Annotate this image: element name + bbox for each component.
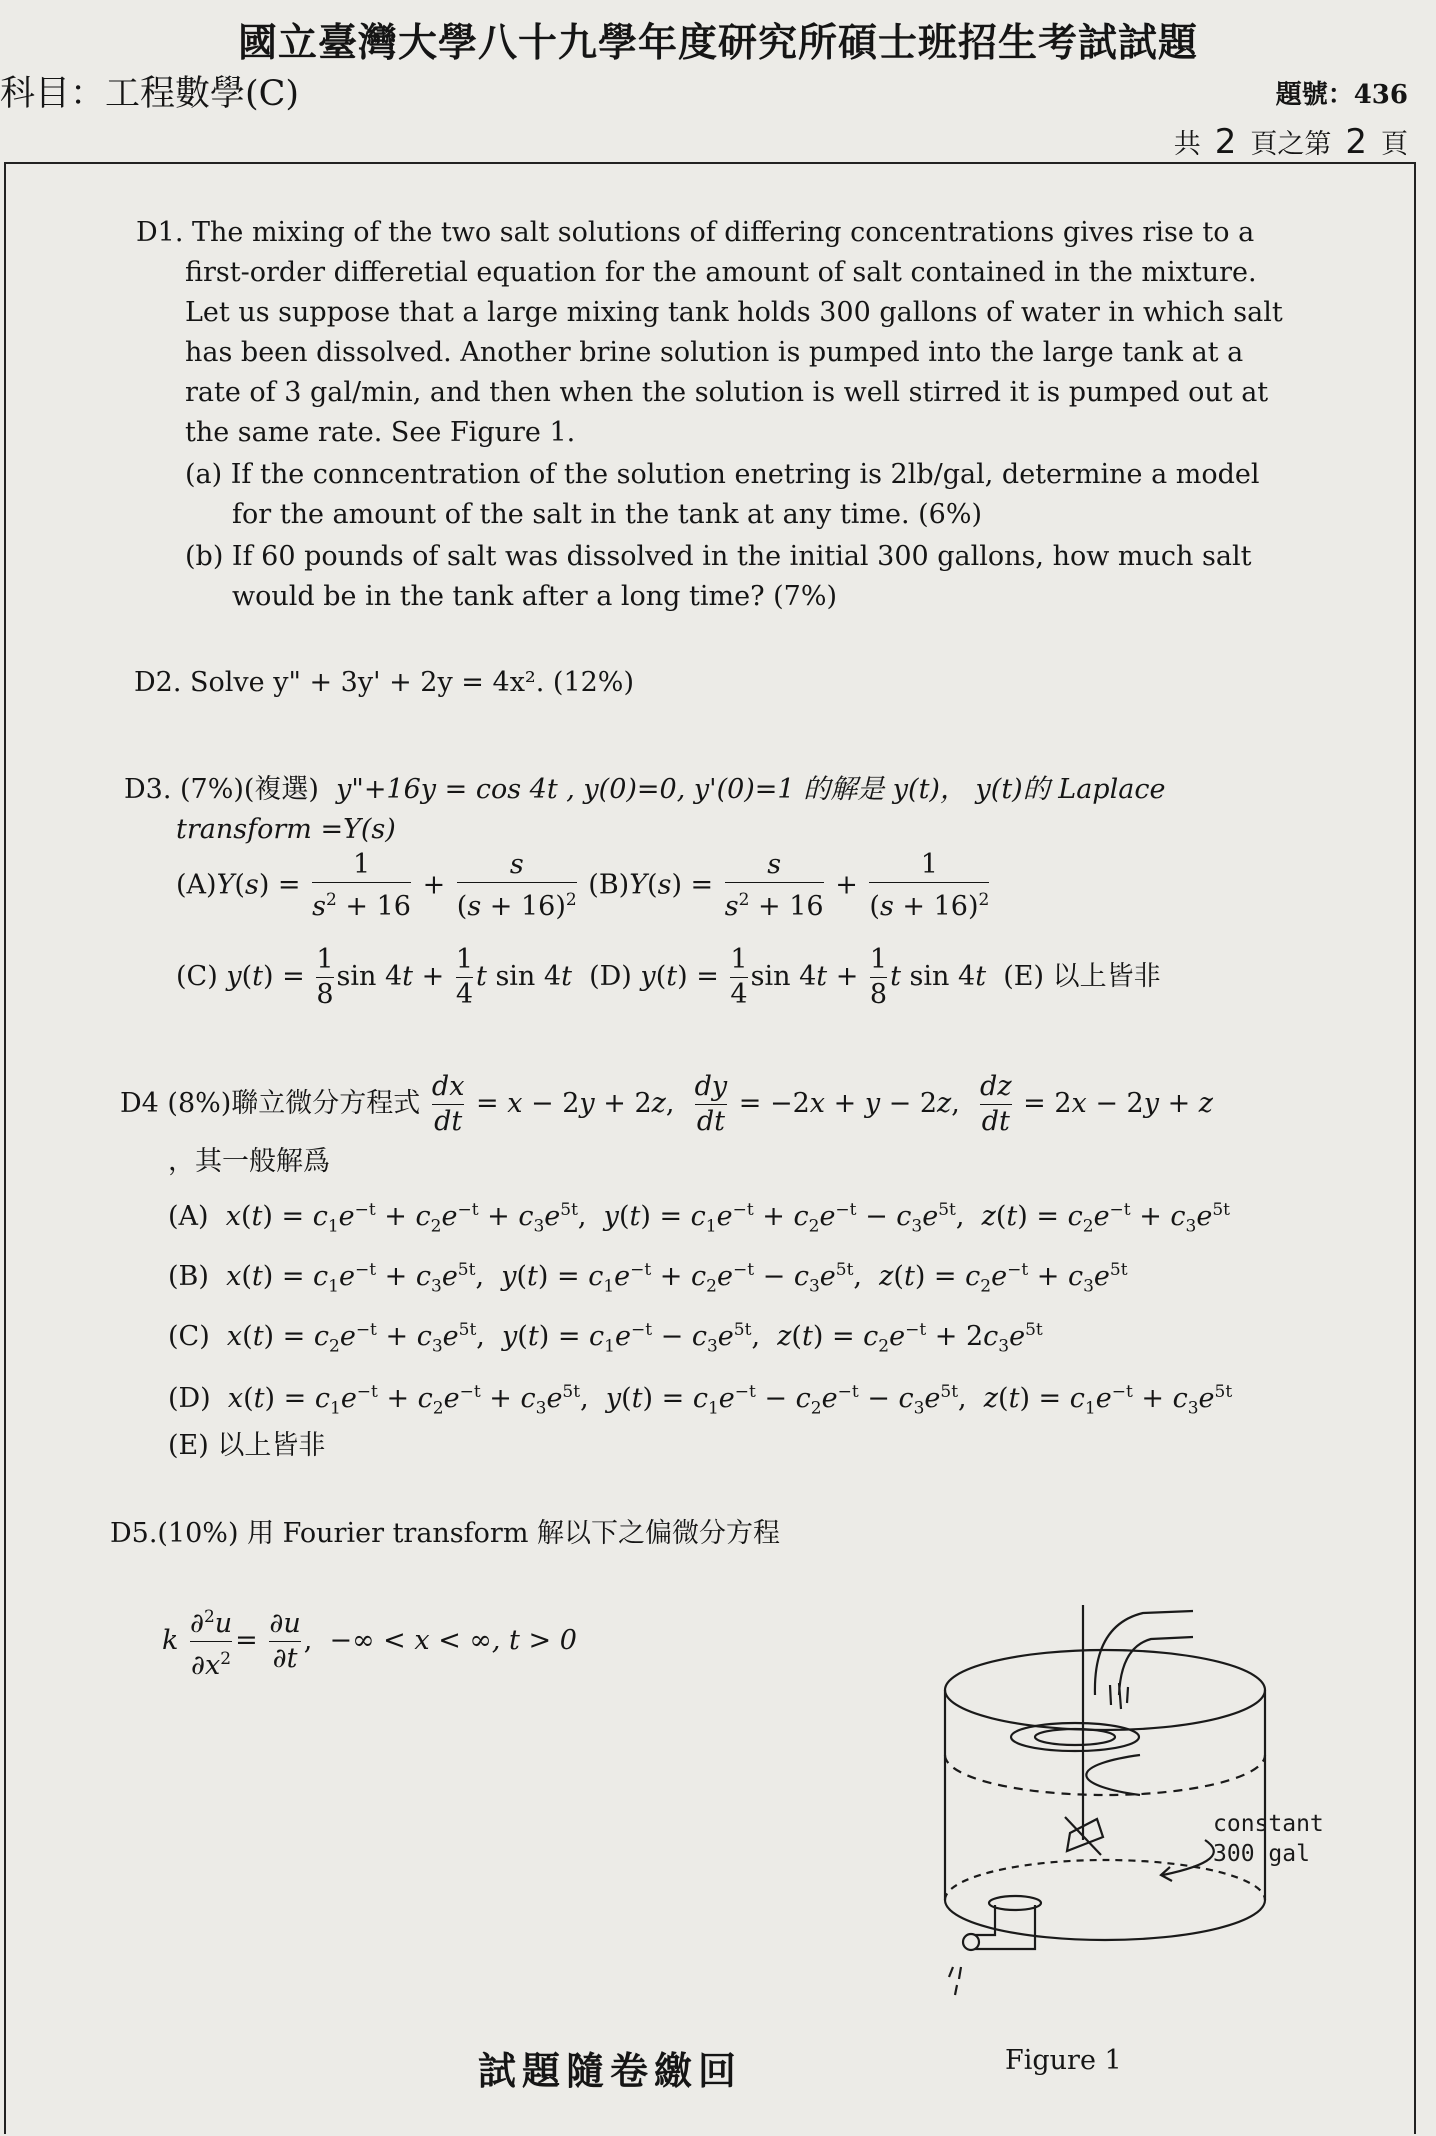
d4-option-b: (B) $x(t) = c_1e^{-t} + c_3e^{5t}$, $y(t) = c_1e^{-t} + c_2e^{-t} - c_3e^{5t}$, $z(t) = c_2e^{-t} + c_3e^{5t}$ [168, 1260, 1128, 1297]
d1-part-b-1: (b) If 60 pounds of salt was dissolved in the initial 300 gallons, how much salt [185, 541, 1252, 572]
question-number: 題號：436 [1275, 80, 1408, 110]
mixing-tank-figure [935, 1605, 1355, 2035]
d5-equation: k $\frac{\partial^2u}{\partial x^2}$ = $\frac{\partial u}{\partial t}$ , −∞ < x < ∞, t > 0 [162, 1607, 577, 1681]
d4-option-a: (A) $x(t) = c_1e^{-t} + c_2e^{-t} + c_3e^{5t}$, $y(t) = c_1e^{-t} + c_2e^{-t} - c_3e^{5t}$, $z(t) = c_2e^{-t} + c_3e^{5t}$ [168, 1200, 1231, 1237]
page-total-prefix: 共 [1173, 129, 1201, 160]
d1-line-6: the same rate. See Figure 1. [185, 417, 576, 448]
d3-line-1 [124, 770, 1165, 810]
d3-problem: y"+16y = cos 4t , y(0)=0, y'(0)=1 的解是 y(t)， y(t)的 Laplace [336, 774, 1166, 805]
d1-line-3: Let us suppose that a large mixing tank holds 300 gallons of water in which salt [185, 297, 1283, 328]
figure-annotation-line-1: constant [1213, 1811, 1324, 1837]
d2-text: D2. Solve y" + 3y' + 2y = 4x². (12%) [134, 667, 634, 698]
page-total: 2 [1214, 122, 1237, 162]
d3-line-2: transform =Y(s) [176, 814, 396, 845]
d5-label: D5.(10%) 用 Fourier transform 解以下之偏微分方程 [110, 1518, 781, 1549]
page-suffix: 頁 [1381, 129, 1408, 160]
d1-line-1: D1. The mixing of the two salt solutions of differing concentrations gives rise to a [136, 217, 1255, 248]
d4-option-c: (C) $x(t) = c_2e^{-t} + c_3e^{5t}$, $y(t) = c_1e^{-t} - c_3e^{5t}$, $z(t) = c_2e^{-t} + 2c_3e^{5t}$ [168, 1320, 1043, 1357]
d4-option-d: (D) $x(t) = c_1e^{-t} + c_2e^{-t} + c_3e^{5t}$, $y(t) = c_1e^{-t} - c_2e^{-t} - c_3e^{5t}$, $z(t) = c_1e^{-t} + c_3e^{5t}$ [168, 1382, 1233, 1419]
page-current: 2 [1345, 122, 1367, 162]
d3-options-cde: (C) y(t) = $\frac{1}{8}$ sin 4t + $\frac{1}{4}$ t sin 4t (D) y(t) = $\frac{1}{4}$ sin 4t + $\frac{1}{8}$ t sin 4t (E) 以上皆非 [176, 944, 1161, 1010]
d3-option-e: (E) 以上皆非 [1003, 961, 1161, 992]
d3-options-ab: (A)Y(s) = $\frac{1}{s^2 + 16}$ + $\frac{s}{(s + 16)^2}$ (B)Y(s) = $\frac{s}{s^2 + 16}$ + $\frac{1}{(s + 16)^2}$ [176, 849, 990, 922]
page-info [1174, 122, 1408, 162]
d5-domain: −∞ < x < ∞, t > 0 [329, 1625, 577, 1656]
footer-note: 試題隨卷繳回 [478, 2048, 743, 2093]
figure-annotation-line-2: 300 gal [1213, 1841, 1310, 1867]
d4-option-e: (E) 以上皆非 [168, 1430, 326, 1461]
d3-label: D3. (7%)(複選) [124, 774, 319, 805]
d1-part-b-2: would be in the tank after a long time? (7%) [232, 581, 838, 612]
figure-caption: Figure 1 [1005, 2045, 1122, 2076]
d4-label: D4 (8%)聯立微分方程式 [120, 1088, 421, 1119]
d4-line-2: ，其一般解爲 [168, 1146, 330, 1177]
page-middle: 頁之第 [1250, 129, 1332, 160]
d1-line-4: has been dissolved. Another brine solution is pumped into the large tank at a [185, 337, 1244, 368]
exam-title: 國立臺灣大學八十九學年度研究所碩士班招生考試試題 [237, 20, 1198, 66]
exam-subject: 科目：工程數學(C) [0, 74, 300, 114]
d1-line-5: rate of 3 gal/min, and then when the solution is well stirred it is pumped out at [185, 377, 1269, 408]
d4-line-1: D4 (8%)聯立微分方程式 $\frac{dx}{dt}$ = x − 2y + 2z, $\frac{dy}{dt}$ = −2x + y − 2z, $\frac{dz}{dt}$ = 2x − 2y + z [120, 1071, 1214, 1137]
d1-part-a-1: (a) If the conncentration of the solution enetring is 2lb/gal, determine a model [185, 459, 1260, 490]
d1-part-a-2: for the amount of the salt in the tank at any time. (6%) [232, 499, 983, 530]
d1-line-2: first-order differetial equation for the amount of salt contained in the mixture. [185, 257, 1257, 288]
